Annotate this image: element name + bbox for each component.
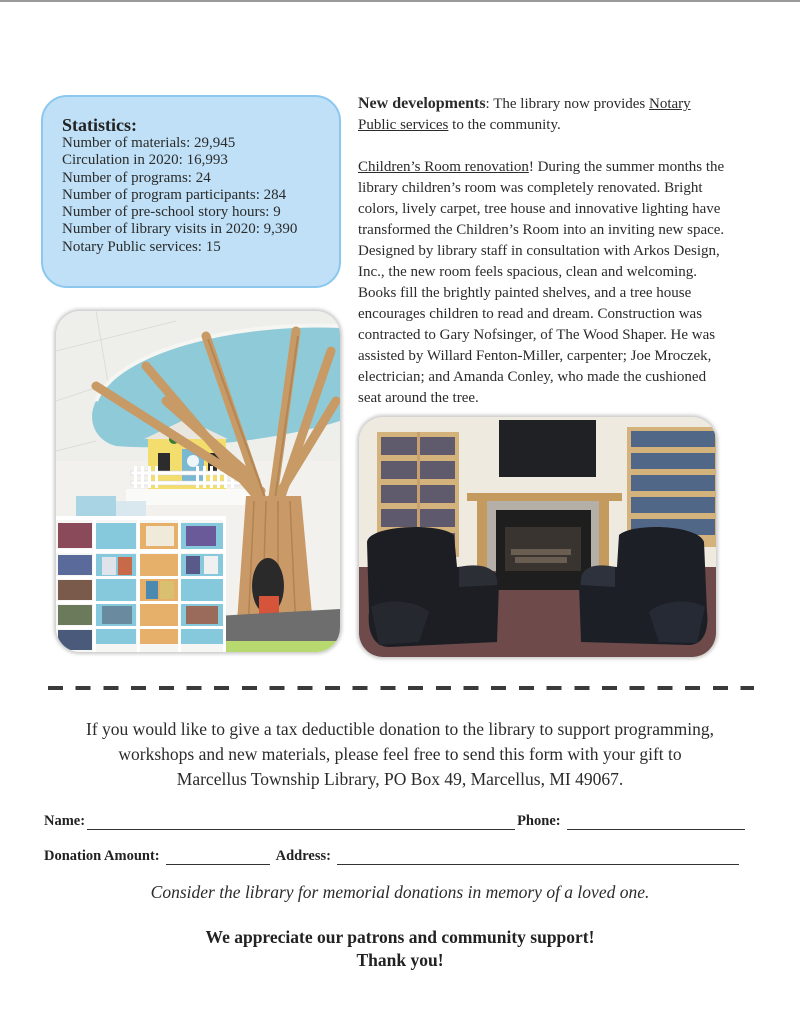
stat-materials: Number of materials: 29,945: [62, 135, 236, 151]
stat-visits: Number of library visits in 2020: 9,390: [62, 221, 298, 238]
statistics-list: [62, 135, 339, 256]
renovation-paragraph: Children’s Room renovation! During the summer months the library children’s room was completely renovated. Bright colors, lively carpet, tree house and innovative lighting have transformed the Children’s Room into an inviting new space. Designed by library staff in consultation with Arkos Design, Inc., the new room feels spacious, clean and welcoming. Books fill the brightly painted shelves, and a tree house encourages children to read and dream. Construction was contracted to Gary Nofsinger, of The Wood Shaper. He was assisted by Willard Fenton-Miller, carpenter; Joe Mroczek, electrician; and Amanda Conley, who made the cushioned seat around the tree.: [358, 159, 725, 406]
cut-line-divider: [48, 686, 754, 690]
statistics-box: [41, 95, 341, 288]
children-room-tree-photo: [56, 311, 340, 652]
new-developments-paragraph: New developments: The library now provides Notary Public services to the community.: [358, 95, 691, 133]
stat-circulation: Circulation in 2020: 16,993: [62, 152, 228, 169]
address-field[interactable]: [337, 850, 739, 865]
renovation-heading: Children’s Room renovation: [358, 159, 529, 175]
stat-programs: Number of programs: 24: [62, 169, 211, 186]
address-label: Address:: [275, 848, 331, 864]
stat-story-hours: Number of pre-school story hours: 9: [62, 204, 281, 221]
statistics-title: Statistics:: [62, 115, 137, 135]
memorial-note: Consider the library for memorial donations in memory of a loved one.: [150, 882, 650, 902]
donation-form-row-2: [44, 848, 756, 865]
name-field[interactable]: [87, 815, 515, 830]
notary-link-part1: Notary: [649, 96, 691, 112]
donation-instructions: If you would like to give a tax deductible donation to the library to support programming, workshops and new materials, please feel free to send this form with your gift to Marcellus Township Library, PO Box 49, Marcellus, MI 49067.: [86, 719, 714, 789]
notary-link-part2: Public services: [358, 117, 449, 133]
thank-you-message: We appreciate our patrons and community support! Thank you!: [205, 927, 595, 970]
name-label: Name:: [44, 813, 86, 829]
scan-edge: [0, 0, 800, 2]
donation-amount-label: Donation Amount:: [44, 848, 160, 864]
phone-label: Phone:: [517, 813, 561, 829]
article-column: [358, 93, 758, 409]
stat-participants: Number of program participants: 284: [62, 186, 287, 203]
stat-notary: Notary Public services: 15: [62, 238, 221, 255]
fireplace-reading-area-photo: [359, 417, 716, 657]
donation-amount-field[interactable]: [166, 850, 270, 865]
donation-form-row-1: [44, 813, 756, 830]
new-developments-heading: New developments: [358, 95, 486, 112]
phone-field[interactable]: [567, 815, 745, 830]
